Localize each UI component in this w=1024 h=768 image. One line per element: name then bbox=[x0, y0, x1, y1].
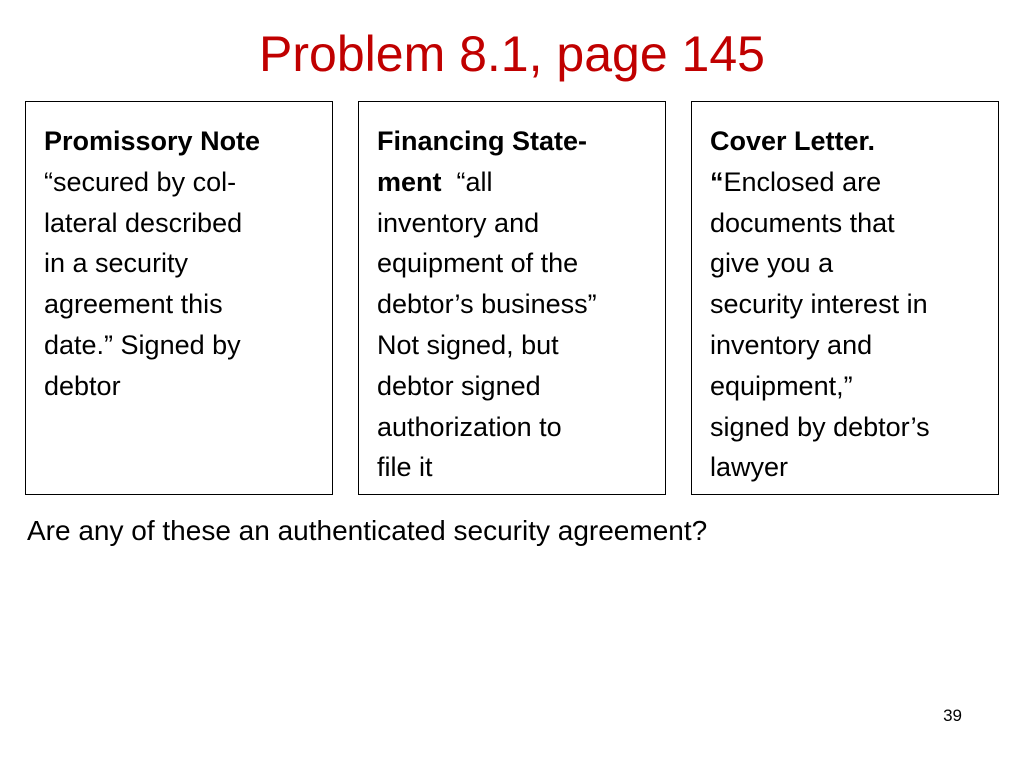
financing-statement-quote-start: “all bbox=[441, 166, 493, 197]
promissory-note-line: in a security bbox=[44, 248, 189, 279]
financing-statement-heading-end: ment bbox=[377, 166, 442, 197]
cover-letter-text bbox=[710, 121, 930, 488]
promissory-note-line: date.” Signed by bbox=[44, 329, 241, 360]
cover-letter-opening-text: Enclosed are bbox=[723, 166, 882, 197]
promissory-note-line: “secured by col- bbox=[44, 166, 237, 197]
financing-statement-line: debtor signed bbox=[377, 370, 541, 401]
page-number: 39 bbox=[943, 706, 962, 725]
cover-letter-line: documents that bbox=[710, 207, 895, 238]
promissory-note-line: agreement this bbox=[44, 289, 223, 320]
cover-letter-line: security interest in bbox=[710, 289, 928, 320]
cover-letter-line: give you a bbox=[710, 248, 834, 279]
cover-letter-opening-line bbox=[710, 162, 930, 203]
promissory-note-box bbox=[25, 101, 333, 495]
cover-letter-line: inventory and bbox=[710, 329, 873, 360]
cover-letter-line: signed by debtor’s bbox=[710, 411, 930, 442]
financing-statement-text bbox=[377, 121, 597, 488]
financing-statement-line: debtor’s business” bbox=[377, 289, 597, 320]
financing-statement-line: file it bbox=[377, 452, 433, 483]
financing-statement-line: Not signed, but bbox=[377, 329, 559, 360]
cover-letter-quote-mark: “ bbox=[710, 166, 724, 197]
promissory-note-line: lateral described bbox=[44, 207, 243, 238]
financing-statement-line: equipment of the bbox=[377, 248, 579, 279]
cover-letter-line: lawyer bbox=[710, 452, 789, 483]
promissory-note-line: debtor bbox=[44, 370, 121, 401]
financing-statement-heading: Financing State- bbox=[377, 126, 588, 156]
financing-statement-line: inventory and bbox=[377, 207, 540, 238]
financing-statement-heading-line bbox=[377, 162, 597, 203]
promissory-note-heading: Promissory Note bbox=[44, 126, 261, 156]
financing-statement-line: authorization to bbox=[377, 411, 562, 442]
financing-statement-box bbox=[358, 101, 666, 495]
cover-letter-line: equipment,” bbox=[710, 370, 853, 401]
promissory-note-text bbox=[44, 121, 260, 407]
cover-letter-heading: Cover Letter. bbox=[710, 126, 876, 156]
question-text: Are any of these an authenticated security agreement? bbox=[27, 515, 708, 546]
slide-title: Problem 8.1, page 145 bbox=[259, 26, 765, 82]
cover-letter-box bbox=[691, 101, 999, 495]
